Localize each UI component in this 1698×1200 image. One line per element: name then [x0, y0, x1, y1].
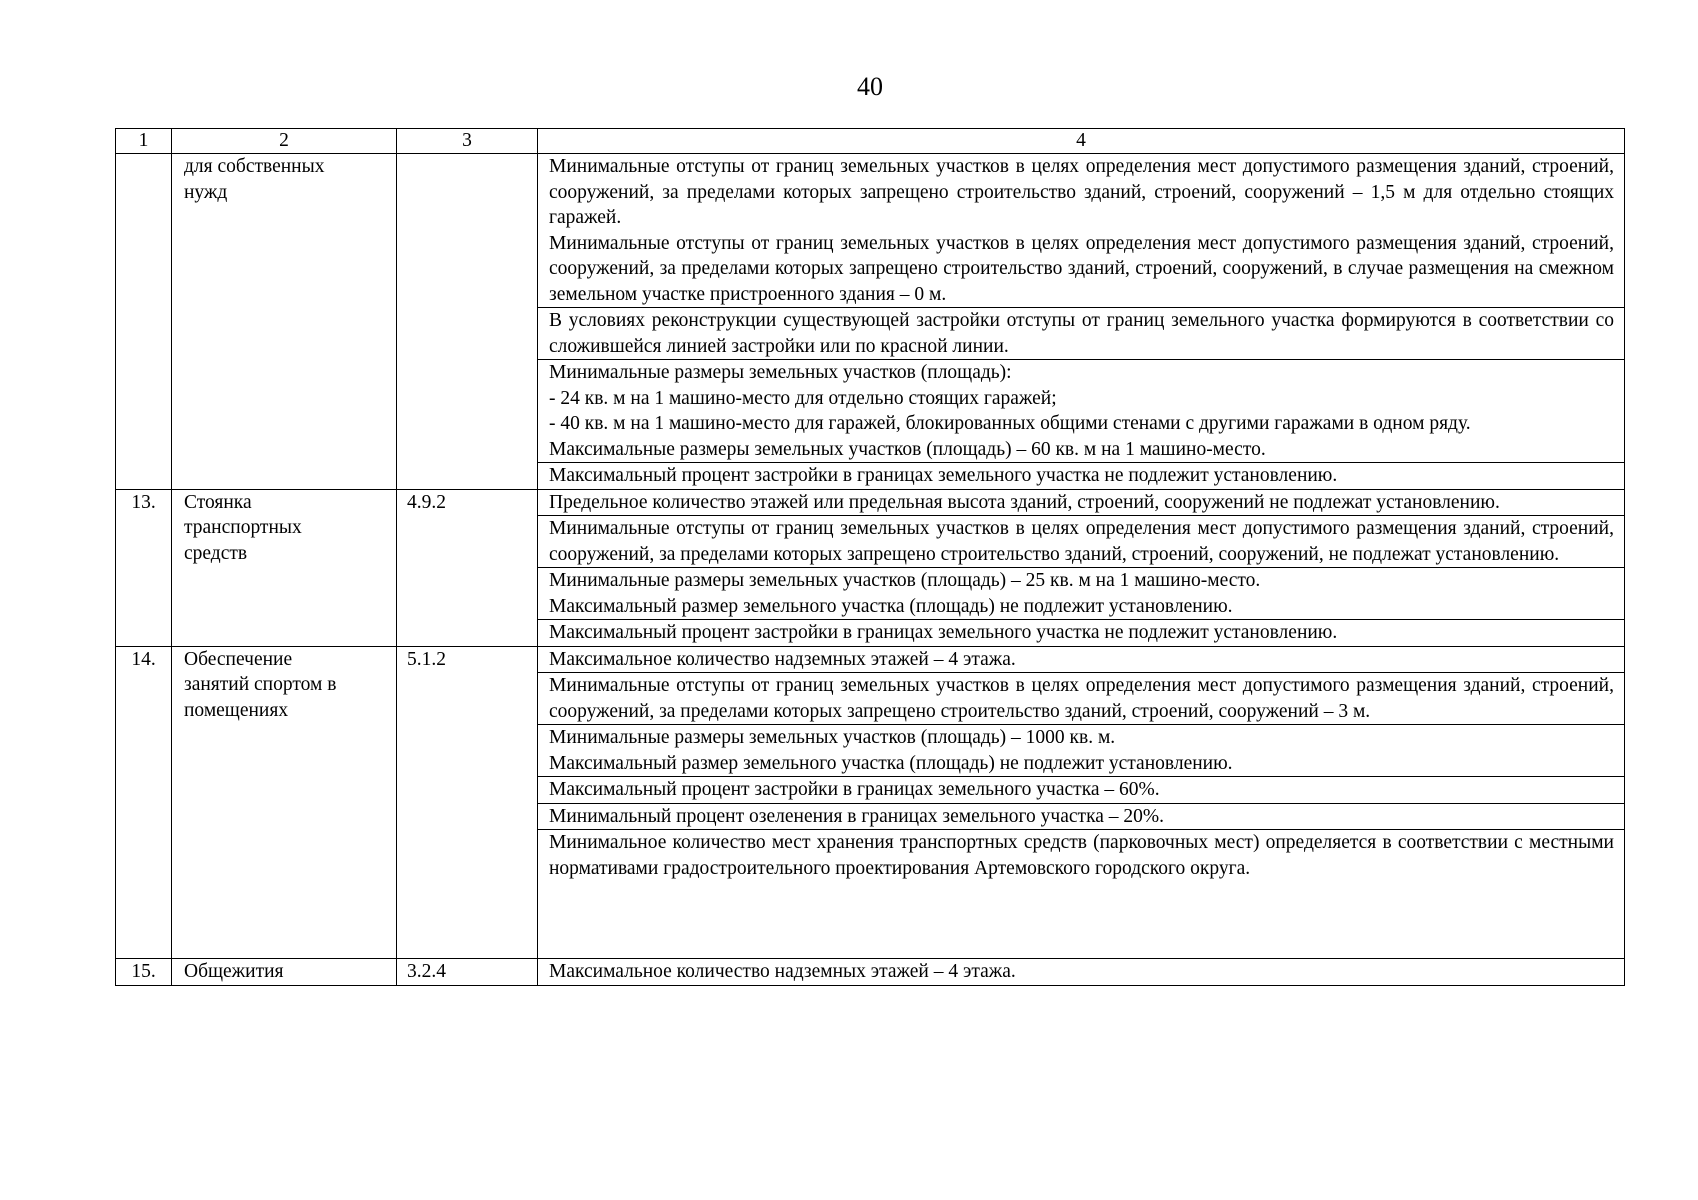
parameter-cell	[538, 959, 1625, 986]
table-row	[116, 489, 1625, 516]
parameter-text: В условиях реконструкции существующей застройки отступы от границ земельного участка формируются в соответствии со сложившейся линией застройки или по красной линии.	[549, 310, 1614, 357]
parameter-text: Минимальные отступы от границ земельных участков в целях определения мест допустимого размещения зданий, строений, сооружений, за пределами которых запрещено строительство зданий, строений, сооружений – 3 м.	[549, 675, 1614, 722]
parameter-text: Минимальные размеры земельных участков (площадь) – 1000 кв. м.	[549, 727, 1116, 748]
parameter-text: - 24 кв. м на 1 машино-место для отдельно стоящих гаражей;	[549, 387, 1057, 409]
parameter-text: Максимальный размер земельного участка (площадь) не подлежит установлению.	[549, 752, 1233, 774]
use-name-cell: Общежития	[172, 959, 397, 986]
regulations-table	[115, 128, 1625, 986]
parameter-cell	[538, 725, 1625, 777]
parameter-text: - 40 кв. м на 1 машино-место для гаражей, блокированных общими стенами с другими гаражами в одном ряду.	[549, 413, 1471, 434]
parameter-text: Минимальные размеры земельных участков (площадь) – 25 кв. м на 1 машино-место.	[549, 570, 1261, 591]
parameter-cell	[538, 516, 1625, 568]
parameter-text: Минимальные отступы от границ земельных участков в целях определения мест допустимого размещения зданий, строений, сооружений, за пределами которых запрещено строительство зданий, строений, сооружений, в случае размещения на смежном земельном участке пристроенного здания – 0 м.	[549, 232, 1614, 305]
parameter-cell	[538, 360, 1625, 463]
header-cell-2: 2	[172, 129, 397, 154]
parameter-text: Максимальный процент застройки в границах земельного участка не подлежит установлению.	[549, 622, 1338, 643]
use-name-cell	[172, 489, 397, 646]
parameter-text: Максимальный размер земельного участка (площадь) не подлежит установлению.	[549, 595, 1233, 617]
parameter-text: Минимальный процент озеленения в границах земельного участка – 20%.	[549, 805, 1165, 827]
use-code-cell: 3.2.4	[397, 959, 538, 986]
parameter-text: Максимальное количество надземных этажей – 4 этажа.	[549, 648, 1016, 670]
header-cell-1: 1	[116, 129, 172, 154]
parameter-text: Минимальное количество мест хранения транспортных средств (парковочных мест) определяется в соответствии с местными нормативами градостроительного проектирования Артемовского городского округа.	[549, 832, 1614, 879]
row-number-cell	[116, 154, 172, 490]
use-name: Стоянка транспортных средств	[184, 491, 302, 564]
parameter-cell	[538, 308, 1625, 360]
parameter-text: Минимальные отступы от границ земельных участков в целях определения мест допустимого размещения зданий, строений, сооружений, за пределами которых запрещено строительство зданий, строений, сооружений, не подлежат установлению.	[549, 518, 1614, 565]
table-row	[116, 646, 1625, 673]
parameter-cell	[538, 620, 1625, 647]
parameter-text: Предельное количество этажей или предельная высота зданий, строений, сооружений не подлежат установлению.	[549, 491, 1500, 513]
parameter-cell	[538, 568, 1625, 620]
use-name: Обеспечение занятий спортом в помещениях	[184, 648, 337, 721]
use-name-cell	[172, 154, 397, 490]
parameter-text: Максимальный процент застройки в границах земельного участка не подлежит установлению.	[549, 465, 1338, 486]
table-header-row	[116, 129, 1625, 154]
page-number: 40	[857, 72, 883, 101]
row-number-cell: 15.	[116, 959, 172, 986]
parameter-text: Максимальный процент застройки в границах земельного участка – 60%.	[549, 779, 1160, 800]
header-cell-4: 4	[538, 129, 1625, 154]
row-number-cell: 14.	[116, 646, 172, 959]
use-name-cell	[172, 646, 397, 959]
parameter-cell	[538, 154, 1625, 308]
use-code-cell: 5.1.2	[397, 646, 538, 959]
parameter-cell	[538, 646, 1625, 673]
table-row	[116, 959, 1625, 986]
use-code-cell: 4.9.2	[397, 489, 538, 646]
parameter-cell	[538, 830, 1625, 959]
parameter-text: Максимальное количество надземных этажей – 4 этажа.	[549, 961, 1016, 982]
parameter-cell	[538, 777, 1625, 804]
parameter-text: Максимальные размеры земельных участков (площадь) – 60 кв. м на 1 машино-место.	[549, 438, 1266, 460]
use-name: для собственных нужд	[184, 156, 325, 203]
parameter-cell	[538, 489, 1625, 516]
table-row	[116, 154, 1625, 308]
use-code-cell	[397, 154, 538, 490]
header-cell-3: 3	[397, 129, 538, 154]
parameter-text: Минимальные отступы от границ земельных участков в целях определения мест допустимого размещения зданий, строений, сооружений, за пределами которых запрещено строительство зданий, строений, сооружений – 1,5 м для отдельно стоящих гаражей.	[549, 156, 1614, 228]
parameter-cell	[538, 673, 1625, 725]
row-number-cell: 13.	[116, 489, 172, 646]
parameter-cell	[538, 803, 1625, 830]
parameter-cell	[538, 463, 1625, 490]
parameter-text: Минимальные размеры земельных участков (площадь):	[549, 362, 1012, 383]
